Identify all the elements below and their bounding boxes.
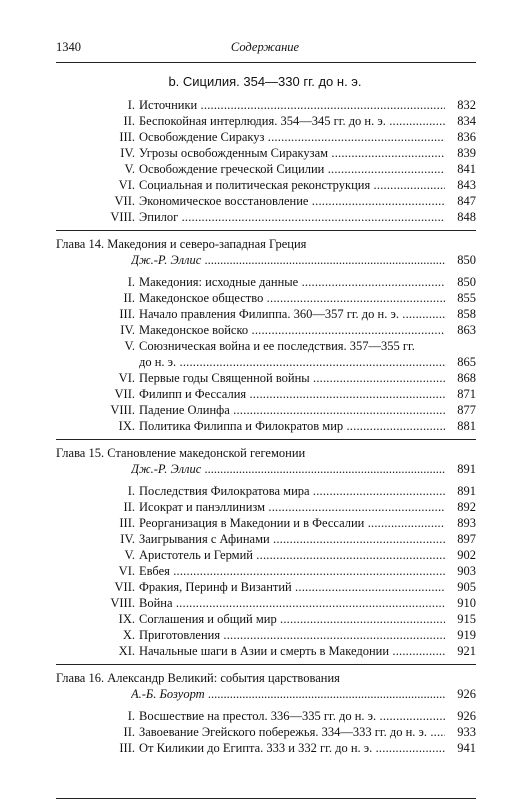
toc-entry: VI. Первые годы Священной войны ..... 868: [0, 370, 530, 386]
toc-entry: III. Освобождение Сиракуз ..... 836: [0, 129, 530, 145]
toc-entry: I. Последствия Филократова мира ..... 891: [0, 483, 530, 499]
toc-entry: VIII. Эпилог ..... 848: [0, 209, 530, 225]
table-of-contents: [0, 97, 530, 756]
section-divider: [0, 659, 530, 670]
toc-entry: VII. Филипп и Фессалия ..... 871: [0, 386, 530, 402]
page-number: 1340: [56, 40, 81, 54]
toc-entry: II. Завоевание Эгейского побережья. 334—333 гг. до н. э. ..... 933: [0, 724, 530, 740]
chapter-author: Дж.-Р. Эллис ..... 891: [0, 461, 530, 477]
chapter-author: Дж.-Р. Эллис ..... 850: [0, 252, 530, 268]
toc-entry: III. От Киликии до Египта. 333 и 332 гг. до н. э. ..... 941: [0, 740, 530, 756]
toc-entry-continuation: до н. э. ..... 865: [0, 354, 530, 370]
toc-entry: V. Союзническая война и ее последствия. 357—355 гг.: [124, 339, 415, 353]
toc-entry: IV. Заигрывания с Афинами ..... 897: [0, 531, 530, 547]
toc-entry: III. Реорганизация в Македонии и в Фессалии ..... 893: [0, 515, 530, 531]
toc-entry: III. Начало правления Филиппа. 360—357 гг. до н. э. ..... 858: [0, 306, 530, 322]
chapter-heading: Глава 14. Македония и северо-западная Греция: [56, 237, 307, 251]
part-title: b. Сицилия. 354—330 гг. до н. э.: [168, 74, 362, 89]
toc-entry: IX. Политика Филиппа и Филократов мир ..... 881: [0, 418, 530, 434]
chapter-author: А.-Б. Бозуорт ..... 926: [0, 686, 530, 702]
page-header: [56, 40, 474, 58]
toc-entry: VI. Евбея ..... 903: [0, 563, 530, 579]
section-divider: [0, 225, 530, 236]
toc-entry: XI. Начальные шаги в Азии и смерть в Македонии ..... 921: [0, 643, 530, 659]
toc-entry: IX. Соглашения и общий мир ..... 915: [0, 611, 530, 627]
toc-entry: VII. Фракия, Перинф и Византий ..... 905: [0, 579, 530, 595]
chapter-heading: Глава 16. Александр Великий: события царствования: [56, 671, 340, 685]
toc-entry: VIII. Падение Олинфа ..... 877: [0, 402, 530, 418]
toc-entry: V. Аристотель и Гермий ..... 902: [0, 547, 530, 563]
toc-entry: I. Восшествие на престол. 336—335 гг. до н. э. ..... 926: [0, 708, 530, 724]
toc-entry: IV. Македонское войско ..... 863: [0, 322, 530, 338]
toc-entry: I. Македония: исходные данные ..... 850: [0, 274, 530, 290]
toc-entry: V. Освобождение греческой Сицилии ..... 841: [0, 161, 530, 177]
toc-entry: II. Исократ и панэллинизм ..... 892: [0, 499, 530, 515]
toc-entry: IV. Угрозы освобожденным Сиракузам ..... 839: [0, 145, 530, 161]
toc-entry: II. Беспокойная интерлюдия. 354—345 гг. до н. э. ..... 834: [0, 113, 530, 129]
running-title: Содержание: [230, 40, 300, 54]
toc-entry: I. Источники ..... 832: [0, 97, 530, 113]
toc-entry: X. Приготовления ..... 919: [0, 627, 530, 643]
toc-entry: II. Македонское общество ..... 855: [0, 290, 530, 306]
footer-rule: [56, 798, 476, 799]
toc-entry: VI. Социальная и политическая реконструкция ..... 843: [0, 177, 530, 193]
toc-entry: VII. Экономическое восстановление ..... 847: [0, 193, 530, 209]
toc-entry: VIII. Война ..... 910: [0, 595, 530, 611]
header-rule: [56, 62, 476, 63]
section-divider: [0, 434, 530, 445]
chapter-heading: Глава 15. Становление македонской гегемонии: [56, 446, 306, 460]
